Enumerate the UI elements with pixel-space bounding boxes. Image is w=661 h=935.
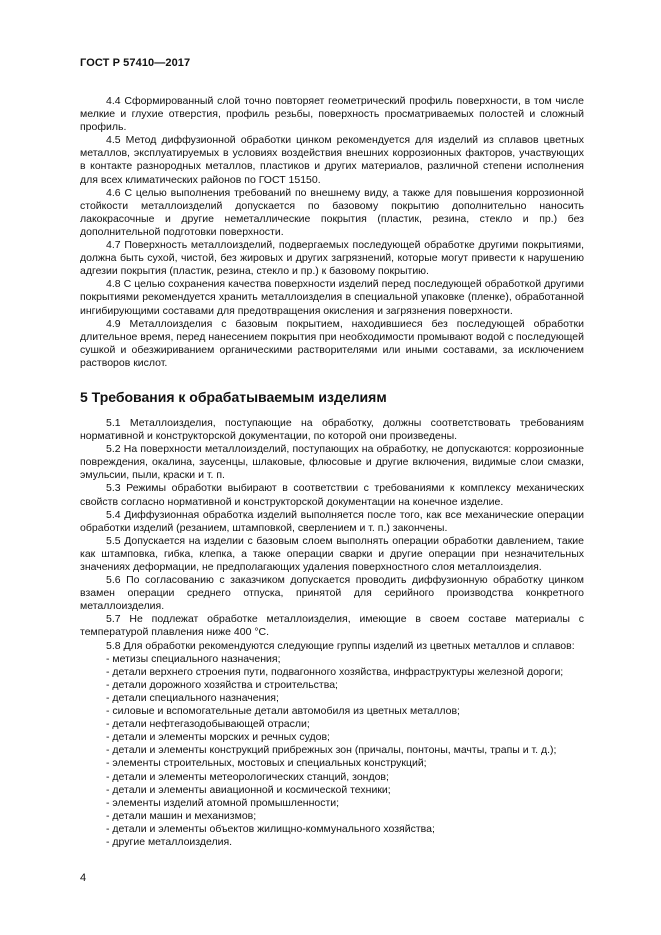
list-item: - другие металлоизделия. xyxy=(106,835,233,848)
paragraph-5-1: 5.1 Металлоизделия, поступающие на обработку, должны соответствовать требованиям нормативной и конструкторской документации, по которой они произведены. xyxy=(80,416,584,443)
list-item: - силовые и вспомогательные детали автомобиля из цветных металлов; xyxy=(106,705,460,718)
list-item: - детали и элементы объектов жилищно-коммунального хозяйства; xyxy=(106,822,435,835)
paragraph-5-8: 5.8 Для обработки рекомендуются следующие группы изделий из цветных металлов и сплавов: xyxy=(106,639,575,652)
list-item: - детали нефтегазодобывающей отрасли; xyxy=(106,718,310,731)
list-item: - детали верхнего строения пути, подвагонного хозяйства, инфраструктуры железной дороги; xyxy=(106,665,564,678)
list-item: - элементы изделий атомной промышленности; xyxy=(106,796,340,809)
paragraph-4-6: 4.6 С целью выполнения требований по внешнему виду, а также для повышения коррозионной стойкости металлоизделий допускается по базовому покрытию дополнительно наносить лакокрасочные и другие неметаллические покрытия (пластик, резина, стекло и пр.) без дополнительной подготовки поверхности. xyxy=(80,186,584,238)
product-groups-list xyxy=(80,653,584,849)
paragraph-5-5: 5.5 Допускается на изделии с базовым слоем выполнять операции обработки давлением, такие как штамповка, гибка, клепка, а также операции сварки и другие операции при незначительных значениях деформации, не предполагающих удаления поверхностного слоя металлоизделия. xyxy=(80,534,584,573)
paragraph-5-2: 5.2 На поверхности металлоизделий, поступающих на обработку, не допускаются: коррозионные повреждения, окалина, заусенцы, шлаковые, флюсовые и другие включения, видимые слои смазки, эмульсии, пыли, краски и т. п. xyxy=(80,443,584,482)
page-content xyxy=(80,95,584,849)
list-item: - детали специального назначения; xyxy=(106,691,279,704)
list-item: - детали дорожного хозяйства и строительства; xyxy=(106,678,338,691)
list-item: - детали и элементы авиационной и космической техники; xyxy=(106,783,391,796)
list-item: - детали машин и механизмов; xyxy=(106,809,257,822)
paragraph-4-5: 4.5 Метод диффузионной обработки цинком рекомендуется для изделий из сплавов цветных металлов, эксплуатируемых в условиях воздействия внешних коррозионных факторов, участвующих в контакте разнородных металлов, пластиков и других материалов, различной степени исполнения для всех климатических районов по ГОСТ 15150. xyxy=(80,134,584,186)
paragraph-4-7: 4.7 Поверхность металлоизделий, подвергаемых последующей обработке другими покрытиями, должна быть сухой, чистой, без жировых и других загрязнений, которые могут привести к нарушению адгезии покрытия (пластик, резина, стекло и пр.) к базовому покрытию. xyxy=(80,239,584,278)
list-item: - метизы специального назначения; xyxy=(106,652,281,665)
list-item: - элементы строительных, мостовых и специальных конструкций; xyxy=(106,757,427,770)
page-number: 4 xyxy=(80,872,87,884)
document-header: ГОСТ Р 57410—2017 xyxy=(80,57,191,69)
list-item: - детали и элементы метеорологических станций, зондов; xyxy=(106,770,389,783)
paragraph-5-6: 5.6 По согласованию с заказчиком допускается проводить диффузионную обработку цинком взамен операции среднего отпуска, принятой для серийного производства конкретного металлоизделия. xyxy=(80,574,584,613)
paragraph-4-8: 4.8 С целью сохранения качества поверхности изделий перед последующей обработкой другими покрытиями рекомендуется хранить металлоизделия в специальной упаковке (пленке), обработанной ингибирующими составами для предотвращения окисления и загрязнения поверхности. xyxy=(80,278,584,317)
list-item: - детали и элементы конструкций прибрежных зон (причалы, понтоны, мачты, трапы и т. д.); xyxy=(106,744,557,757)
list-item: - детали и элементы морских и речных судов; xyxy=(106,731,330,744)
paragraph-4-4: 4.4 Сформированный слой точно повторяет геометрический профиль поверхности, в том числе мелкие и глухие отверстия, профиль резьбы, поверхность просматриваемых полостей и сложный профиль. xyxy=(80,95,584,134)
paragraph-5-7: 5.7 Не подлежат обработке металлоизделия, имеющие в своем составе материалы с температурой плавления ниже 400 °С. xyxy=(80,613,584,639)
paragraph-5-3: 5.3 Режимы обработки выбирают в соответствии с требованиями к комплексу механических свойств согласно нормативной и конструкторской документации на конечное изделие. xyxy=(80,482,584,508)
section-5-heading: 5 Требования к обрабатываемым изделиям xyxy=(80,388,387,405)
paragraph-5-4: 5.4 Диффузионная обработка изделий выполняется после того, как все механические операции обработки изделий (резанием, штамповкой, сверлением и т. п.) закончены. xyxy=(80,508,584,534)
paragraph-4-9: 4.9 Металлоизделия с базовым покрытием, находившиеся без последующей обработки длительное время, перед нанесением покрытия при необходимости промывают водой с последующей сушкой и обезжириванием органическими растворителями или иными составами, за исключением растворов кислот. xyxy=(80,317,584,369)
